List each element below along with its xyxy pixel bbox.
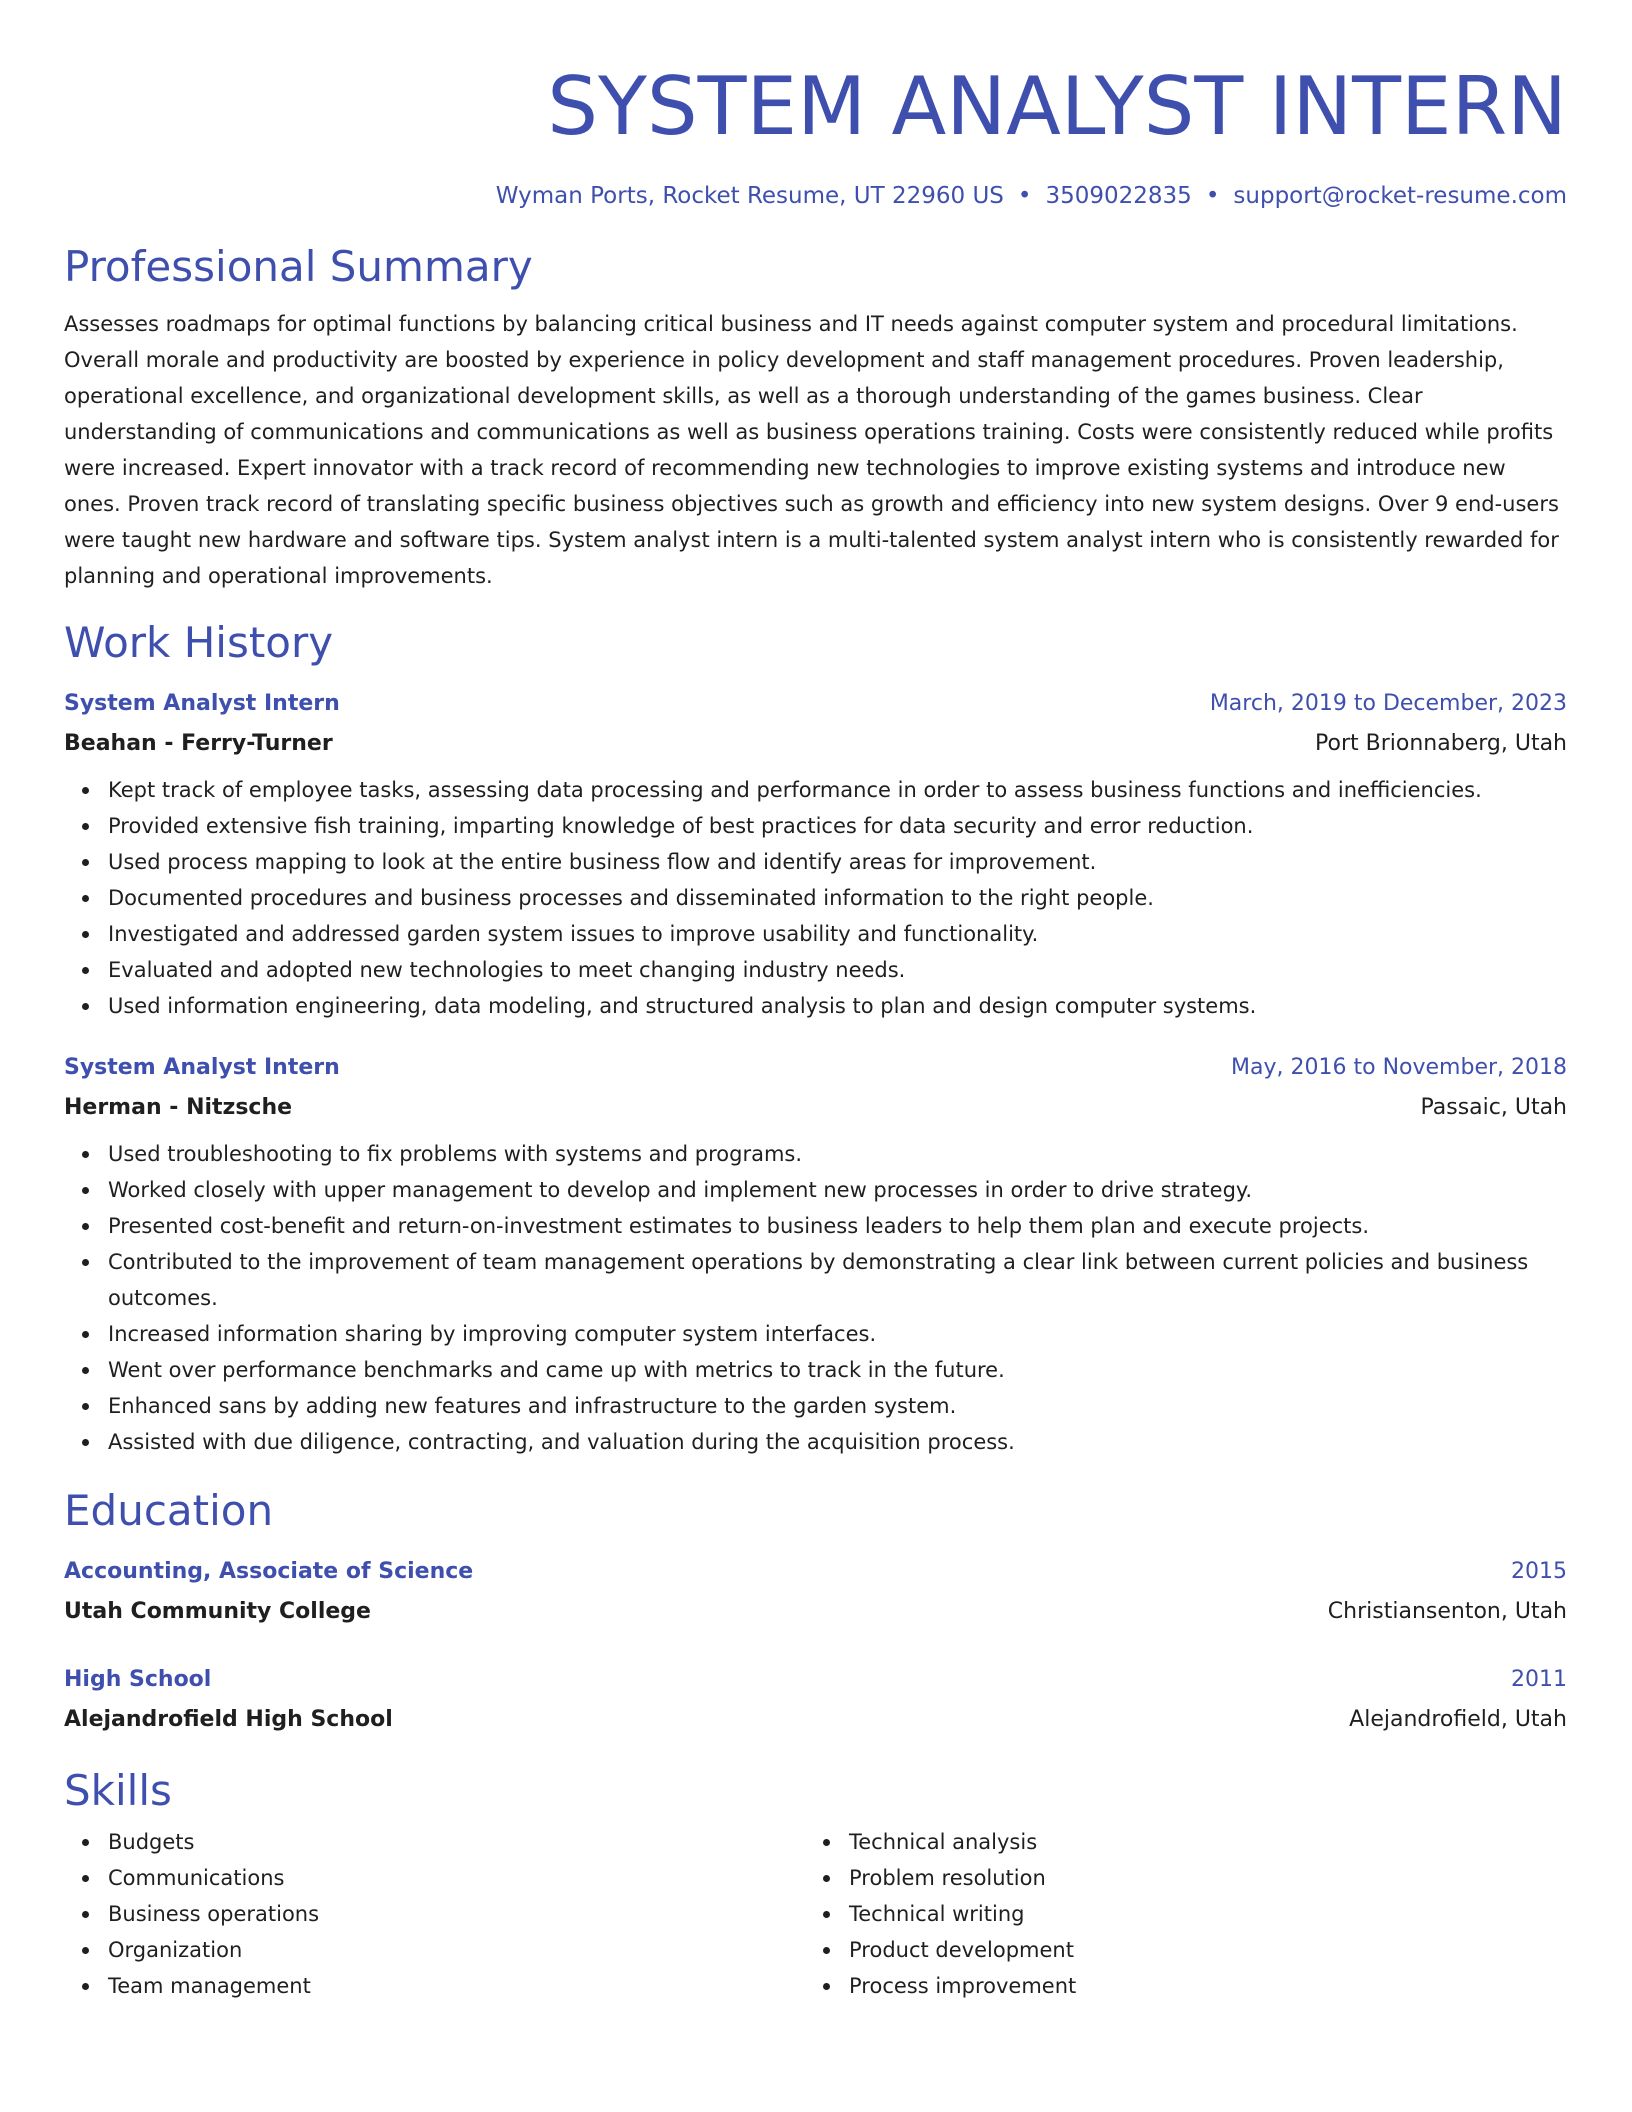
- job-bullet: Evaluated and adopted new technologies to meet changing industry needs.: [108, 952, 1567, 988]
- education-degree: Accounting, Associate of Science: [64, 1559, 474, 1584]
- contact-separator: •: [1205, 183, 1220, 209]
- work-entry: [64, 684, 1567, 1024]
- job-bullet-list: [64, 1136, 1567, 1460]
- job-dates: March, 2019 to December, 2023: [1209, 691, 1567, 716]
- job-bullet: Investigated and addressed garden system issues to improve usability and functionality.: [108, 916, 1567, 952]
- resume-page: [64, 0, 1567, 2004]
- skill-item: Communications: [108, 1860, 805, 1896]
- skills-grid: [64, 1824, 1567, 2004]
- education-entry: [64, 1660, 1567, 1740]
- skills-column-left: [64, 1824, 805, 2004]
- job-bullet: Increased information sharing by improving computer system interfaces.: [108, 1316, 1567, 1352]
- skills-list: [64, 1824, 805, 2004]
- contact-address: Wyman Ports, Rocket Resume, UT 22960 US: [495, 183, 1004, 209]
- job-bullet: Assisted with due diligence, contracting, and valuation during the acquisition process.: [108, 1424, 1567, 1460]
- job-role: System Analyst Intern: [64, 1055, 340, 1080]
- education-degree: High School: [64, 1667, 212, 1692]
- skill-item: Budgets: [108, 1824, 805, 1860]
- education-year: 2015: [1511, 1559, 1567, 1584]
- job-location: Passaic, Utah: [1420, 1095, 1567, 1120]
- education-location: Alejandrofield, Utah: [1349, 1707, 1567, 1732]
- skill-item: Problem resolution: [849, 1860, 1546, 1896]
- skill-item: Product development: [849, 1932, 1546, 1968]
- job-bullet: Contributed to the improvement of team management operations by demonstrating a clear link between current policies and business outcomes.: [108, 1244, 1567, 1316]
- job-bullet: Worked closely with upper management to develop and implement new processes in order to drive strategy.: [108, 1172, 1567, 1208]
- job-bullet: Used information engineering, data modeling, and structured analysis to plan and design computer systems.: [108, 988, 1567, 1024]
- education-heading: Education: [64, 1486, 274, 1535]
- job-company: Herman - Nitzsche: [64, 1095, 293, 1120]
- job-role: System Analyst Intern: [64, 691, 340, 716]
- skills-list: [805, 1824, 1546, 2004]
- education-year: 2011: [1511, 1667, 1567, 1692]
- resume-title: SYSTEM ANALYST INTERN: [547, 60, 1567, 153]
- contact-line: [64, 180, 1567, 212]
- skill-item: Process improvement: [849, 1968, 1546, 2004]
- skill-item: Team management: [108, 1968, 805, 2004]
- education-entry: [64, 1552, 1567, 1632]
- job-location: Port Brionnaberg, Utah: [1315, 731, 1567, 756]
- skill-item: Business operations: [108, 1896, 805, 1932]
- job-bullet: Used process mapping to look at the entire business flow and identify areas for improvement.: [108, 844, 1567, 880]
- education-school: Utah Community College: [64, 1599, 371, 1624]
- job-bullet: Used troubleshooting to fix problems with systems and programs.: [108, 1136, 1567, 1172]
- skill-item: Organization: [108, 1932, 805, 1968]
- education-location: Christiansenton, Utah: [1327, 1599, 1567, 1624]
- job-bullet: Kept track of employee tasks, assessing data processing and performance in order to assess business functions and inefficiencies.: [108, 772, 1567, 808]
- job-bullet-list: [64, 772, 1567, 1024]
- job-dates: May, 2016 to November, 2018: [1231, 1055, 1567, 1080]
- skill-item: Technical analysis: [849, 1824, 1546, 1860]
- job-bullet: Provided extensive fish training, imparting knowledge of best practices for data security and error reduction.: [108, 808, 1567, 844]
- work-history-heading: Work History: [64, 618, 334, 667]
- job-company: Beahan - Ferry-Turner: [64, 731, 333, 756]
- job-bullet: Documented procedures and business processes and disseminated information to the right people.: [108, 880, 1567, 916]
- summary-text: Assesses roadmaps for optimal functions by balancing critical business and IT needs against computer system and procedural limitations. Overall morale and productivity are boosted by experience in policy development and staff management procedures. Proven leadership, operational excellence, and organizational development skills, as well as a thorough understanding of the games business. Clear understanding of communications and communications as well as business operations training. Costs were consistently reduced while profits were increased. Expert innovator with a track record of recommending new technologies to improve existing systems and introduce new ones. Proven track record of translating specific business objectives such as growth and efficiency into new system designs. Over 9 end-users were taught new hardware and software tips. System analyst intern is a multi-talented system analyst intern who is consistently rewarded for planning and operational improvements.: [64, 312, 1559, 588]
- work-entry: [64, 1048, 1567, 1460]
- contact-phone: 3509022835: [1045, 183, 1192, 209]
- contact-separator: •: [1017, 183, 1032, 209]
- skills-heading: Skills: [64, 1766, 172, 1815]
- summary-heading: Professional Summary: [64, 242, 533, 291]
- job-bullet: Presented cost-benefit and return-on-investment estimates to business leaders to help them plan and execute projects.: [108, 1208, 1567, 1244]
- skill-item: Technical writing: [849, 1896, 1546, 1932]
- job-bullet: Went over performance benchmarks and came up with metrics to track in the future.: [108, 1352, 1567, 1388]
- contact-email: support@rocket-resume.com: [1233, 183, 1567, 209]
- education-school: Alejandrofield High School: [64, 1707, 393, 1732]
- skills-column-right: [805, 1824, 1546, 2004]
- job-bullet: Enhanced sans by adding new features and infrastructure to the garden system.: [108, 1388, 1567, 1424]
